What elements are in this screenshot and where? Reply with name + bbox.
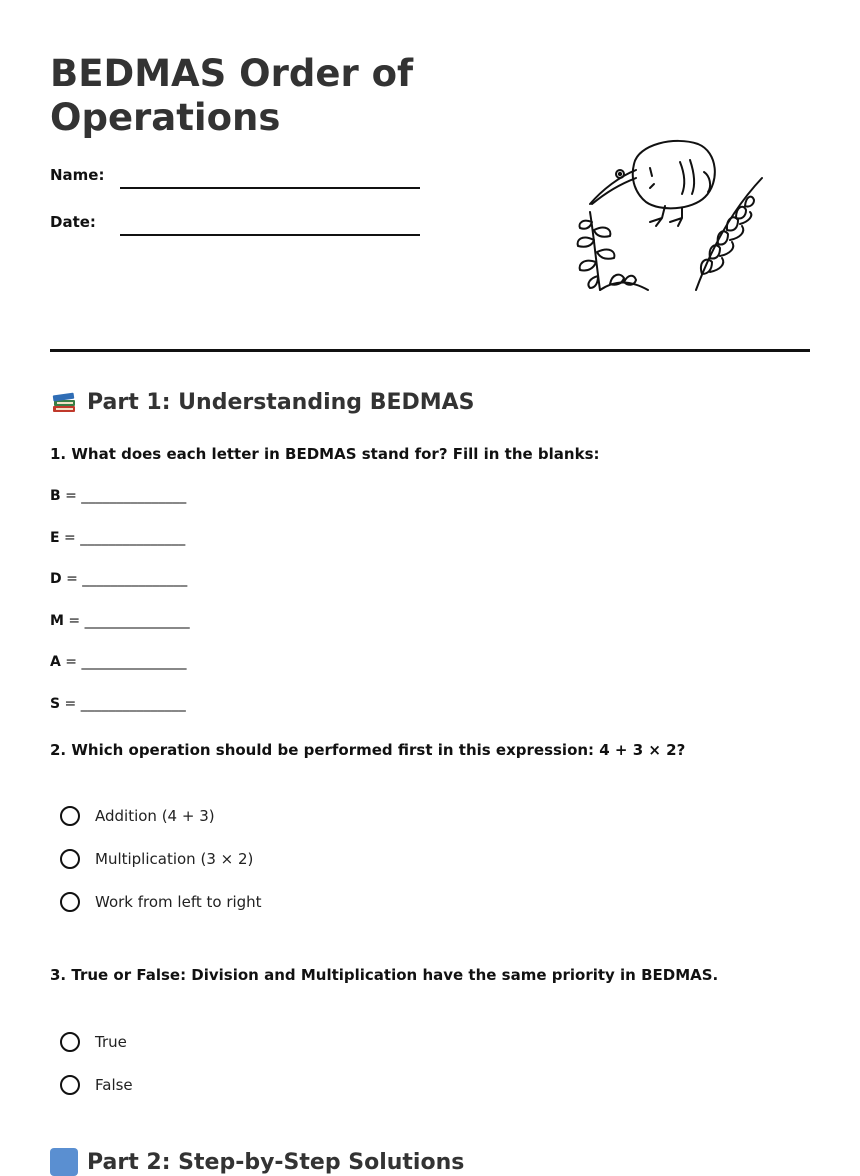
- question-3: 3. True or False: Division and Multiplication have the same priority in BEDMAS.: [50, 966, 719, 984]
- question-1: 1. What does each letter in BEDMAS stand for? Fill in the blanks:: [50, 445, 600, 463]
- radio-button[interactable]: [60, 892, 80, 912]
- radio-button[interactable]: [60, 849, 80, 869]
- part1-heading: [50, 388, 475, 416]
- blank-row-m[interactable]: [50, 613, 190, 629]
- option-label: False: [95, 1076, 133, 1094]
- numbers-icon: [50, 1148, 78, 1176]
- blank-line[interactable]: = _______________: [60, 654, 187, 670]
- radio-button[interactable]: [60, 1075, 80, 1095]
- question-2: 2. Which operation should be performed first in this expression: 4 + 3 × 2?: [50, 741, 686, 759]
- blank-line[interactable]: = _______________: [61, 571, 188, 587]
- blank-row-b[interactable]: [50, 488, 186, 504]
- q3-option-false[interactable]: [60, 1075, 133, 1095]
- date-label: Date:: [50, 213, 96, 231]
- part2-heading: [50, 1148, 464, 1176]
- q2-option-addition[interactable]: [60, 806, 215, 826]
- blank-line[interactable]: = _______________: [59, 530, 186, 546]
- q2-option-left-to-right[interactable]: [60, 892, 262, 912]
- blank-line[interactable]: = _______________: [60, 696, 186, 712]
- part2-heading-text: Part 2: Step-by-Step Solutions: [87, 1149, 465, 1175]
- option-label: Multiplication (3 × 2): [95, 850, 254, 868]
- blank-row-e[interactable]: [50, 530, 185, 546]
- option-label: Work from left to right: [95, 893, 262, 911]
- blank-row-a[interactable]: [50, 654, 186, 670]
- radio-button[interactable]: [60, 1032, 80, 1052]
- blank-letter: A: [50, 654, 61, 670]
- option-label: True: [95, 1033, 127, 1051]
- blank-row-s[interactable]: [50, 696, 186, 712]
- part1-heading-text: Part 1: Understanding BEDMAS: [87, 389, 475, 415]
- books-icon: [50, 388, 78, 416]
- blank-letter: B: [50, 488, 61, 504]
- fern-left-icon: [578, 212, 648, 290]
- blank-row-d[interactable]: [50, 571, 187, 587]
- kiwi-fern-illustration: [570, 132, 770, 297]
- kiwi-bird-icon: [590, 141, 715, 226]
- blank-letter: S: [50, 696, 61, 712]
- name-field-line[interactable]: [120, 187, 420, 189]
- blank-letter: D: [50, 571, 62, 587]
- q3-option-true[interactable]: [60, 1032, 127, 1052]
- option-label: Addition (4 + 3): [95, 807, 215, 825]
- page-title: BEDMAS Order of Operations: [50, 52, 414, 139]
- blank-line[interactable]: = _______________: [63, 613, 190, 629]
- blank-line[interactable]: = _______________: [60, 488, 187, 504]
- blank-letter: M: [50, 613, 64, 629]
- section-divider: [50, 349, 810, 352]
- radio-button[interactable]: [60, 806, 80, 826]
- date-field-line[interactable]: [120, 234, 420, 236]
- name-label: Name:: [50, 166, 105, 184]
- blank-letter: E: [50, 530, 60, 546]
- q2-option-multiplication[interactable]: [60, 849, 253, 869]
